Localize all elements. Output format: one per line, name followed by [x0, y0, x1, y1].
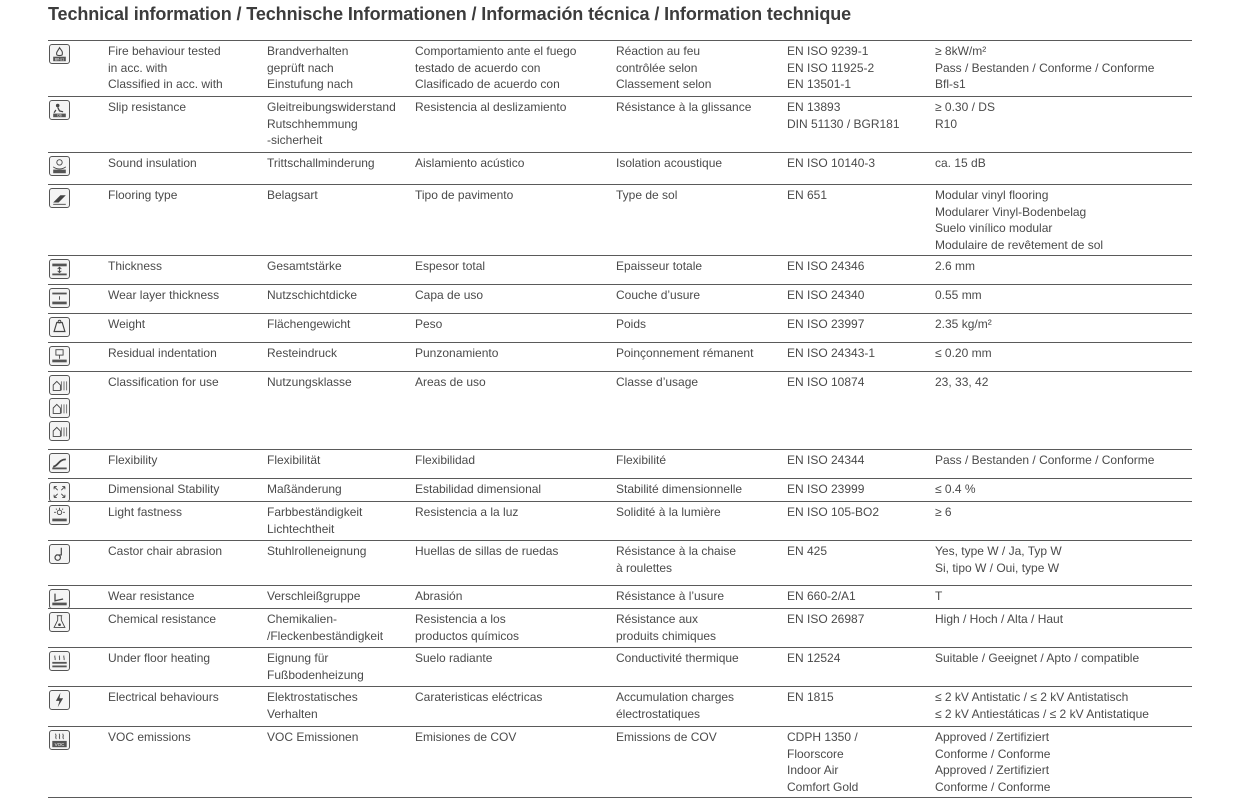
- cell-c1: [108, 345, 217, 362]
- cell-line: Brandverhalten: [267, 44, 349, 58]
- classification-icon: [49, 375, 70, 395]
- cell-c2: [267, 43, 353, 93]
- table-row: [48, 726, 1192, 798]
- cell-c2: [267, 543, 366, 560]
- cell-line: Approved / Zertifiziert: [935, 730, 1050, 744]
- cell-line: Thickness: [108, 259, 163, 273]
- cell-line: ≥ 6: [935, 505, 952, 519]
- cell-line: Weight: [108, 317, 146, 331]
- cell-c1: [108, 611, 216, 628]
- cell-line: Huellas de sillas de ruedas: [415, 544, 559, 558]
- chemical-icon: [49, 612, 70, 632]
- table-row: [48, 313, 1192, 342]
- cell-c1: [108, 452, 157, 469]
- cell-line: ≤ 2 kV Antiestáticas / ≤ 2 kV Antistatique: [935, 706, 1149, 721]
- cell-c3: [415, 650, 492, 667]
- cell-line: EN ISO 26987: [787, 612, 865, 626]
- cell-line: EN ISO 24343-1: [787, 346, 876, 360]
- cell-line: Capa de uso: [415, 288, 484, 302]
- cell-c1: [108, 187, 177, 204]
- cell-c6: [935, 155, 986, 172]
- cell-c6: [935, 316, 992, 333]
- svg-text:DS: DS: [57, 113, 62, 118]
- cell-line: EN 13893: [787, 100, 841, 114]
- cell-c1: [108, 543, 222, 560]
- cell-line: ≥ 0.30 / DS: [935, 100, 995, 114]
- cell-line: Accumulation charges: [616, 690, 735, 704]
- table-row: [48, 608, 1192, 647]
- table-row: [48, 585, 1192, 608]
- cell-line: EN ISO 11925-2: [787, 60, 875, 75]
- cell-c1: [108, 689, 219, 706]
- cell-line: Résistance à la chaise: [616, 544, 737, 558]
- cell-line: EN ISO 10874: [787, 375, 865, 389]
- cell-c2: [267, 588, 360, 605]
- cell-line: EN ISO 24346: [787, 259, 865, 273]
- fire-icon: [49, 44, 70, 64]
- cell-line: EN 660-2/A1: [787, 589, 856, 603]
- cell-line: Under floor heating: [108, 651, 211, 665]
- cell-line: Slip resistance: [108, 100, 187, 114]
- cell-line: Wear resistance: [108, 589, 195, 603]
- table-row: [48, 478, 1192, 501]
- cell-c3: [415, 481, 541, 498]
- cell-c5: [787, 504, 879, 521]
- svg-text:VOC: VOC: [54, 741, 65, 747]
- cell-line: Abrasión: [415, 589, 463, 603]
- cell-line: Flächengewicht: [267, 317, 351, 331]
- cell-c3: [415, 588, 462, 605]
- table-row: [48, 40, 1192, 96]
- table-row: [48, 540, 1192, 585]
- cell-c1: [108, 99, 186, 116]
- cell-line: Rutschhemmung: [267, 116, 358, 131]
- cell-c2: [267, 187, 318, 204]
- cell-c5: [787, 729, 858, 795]
- cell-line: Fußbodenheizung: [267, 667, 364, 682]
- cell-line: testado de acuerdo con: [415, 60, 541, 75]
- cell-line: Solidité à la lumière: [616, 505, 721, 519]
- table-row: [48, 152, 1192, 184]
- cell-line: électrostatiques: [616, 706, 701, 721]
- cell-line: Couche d’usure: [616, 288, 701, 302]
- cell-line: Isolation acoustique: [616, 156, 723, 170]
- cell-c2: [267, 345, 337, 362]
- cell-line: Wear layer thickness: [108, 288, 220, 302]
- cell-line: -sicherheit: [267, 133, 323, 148]
- table-row: [48, 284, 1192, 313]
- cell-c1: [108, 481, 219, 498]
- indentation-icon: [49, 346, 70, 366]
- cell-line: Chemikalien-: [267, 612, 338, 626]
- cell-c1: [108, 650, 210, 667]
- cell-c4: [616, 611, 716, 644]
- cell-line: Floorscore: [787, 746, 844, 761]
- castor-icon: [49, 544, 70, 564]
- cell-line: Flexibility: [108, 453, 158, 467]
- cell-line: Punzonamiento: [415, 346, 499, 360]
- cell-c6: [935, 258, 975, 275]
- cell-line: Flexibilité: [616, 453, 667, 467]
- cell-c2: [267, 258, 342, 275]
- cell-c1: [108, 316, 145, 333]
- cell-c2: [267, 99, 396, 149]
- cell-c4: [616, 316, 646, 333]
- cell-line: EN 651: [787, 188, 828, 202]
- cell-line: Poids: [616, 317, 647, 331]
- cell-c5: [787, 316, 864, 333]
- cell-line: 2.6 mm: [935, 259, 976, 273]
- cell-line: Stuhlrolleneignung: [267, 544, 367, 558]
- cell-c6: [935, 504, 952, 521]
- cell-c3: [415, 287, 483, 304]
- cell-c1: [108, 729, 191, 746]
- electrical-icon: [49, 690, 70, 710]
- cell-line: Residual indentation: [108, 346, 217, 360]
- cell-line: Suelo radiante: [415, 651, 493, 665]
- cell-c6: [935, 611, 1063, 628]
- cell-line: geprüft nach: [267, 60, 334, 75]
- cell-line: CDPH 1350 /: [787, 730, 858, 744]
- cell-line: EN ISO 23999: [787, 482, 865, 496]
- cell-c3: [415, 155, 524, 172]
- cell-c1: [108, 504, 182, 521]
- cell-line: Si, tipo W / Oui, type W: [935, 560, 1060, 575]
- cell-line: Areas de uso: [415, 375, 486, 389]
- cell-c4: [616, 650, 739, 667]
- cell-c4: [616, 99, 751, 116]
- weight-icon: [49, 317, 70, 337]
- cell-line: Stabilité dimensionnelle: [616, 482, 743, 496]
- cell-line: VOC emissions: [108, 730, 191, 744]
- cell-line: Elektrostatisches: [267, 690, 358, 704]
- cell-line: ≤ 0.20 mm: [935, 346, 992, 360]
- cell-c5: [787, 43, 874, 93]
- cell-c4: [616, 452, 666, 469]
- cell-line: Belagsart: [267, 188, 318, 202]
- page-title: Technical information / Technische Informationen / Información técnica / Information technique: [48, 4, 852, 24]
- cell-line: DIN 51130 / BGR181: [787, 116, 900, 131]
- flexibility-icon: [49, 453, 70, 473]
- cell-line: Resistencia a los: [415, 612, 506, 626]
- cell-line: ≤ 0.4 %: [935, 482, 976, 496]
- cell-c6: [935, 287, 982, 304]
- cell-line: contrôlée selon: [616, 60, 698, 75]
- cell-line: Carateristicas eléctricas: [415, 690, 543, 704]
- table-row: [48, 449, 1192, 478]
- cell-line: Modulaire de revêtement de sol: [935, 237, 1104, 252]
- cell-c6: [935, 345, 992, 362]
- cell-line: Classe d’usage: [616, 375, 699, 389]
- cell-line: Castor chair abrasion: [108, 544, 223, 558]
- cell-c6: [935, 689, 1149, 722]
- sound-icon: [49, 156, 70, 176]
- cell-line: Gesamtstärke: [267, 259, 342, 273]
- table-row: [48, 501, 1192, 540]
- cell-line: Comfort Gold: [787, 779, 859, 794]
- cell-c3: [415, 187, 513, 204]
- cell-line: Aislamiento acústico: [415, 156, 525, 170]
- cell-c6: [935, 543, 1062, 576]
- cell-line: Lichtechtheit: [267, 521, 335, 536]
- cell-c2: [267, 504, 362, 537]
- cell-line: EN ISO 105-BO2: [787, 505, 880, 519]
- cell-c3: [415, 258, 485, 275]
- cell-c4: [616, 43, 711, 93]
- thickness-icon: [49, 259, 70, 279]
- cell-line: Clasificado de acuerdo con: [415, 77, 560, 92]
- svg-text:Bfl-s1: Bfl-s1: [54, 57, 65, 62]
- cell-c4: [616, 374, 698, 391]
- cell-line: Suelo vinílico modular: [935, 221, 1053, 236]
- cell-line: T: [935, 589, 943, 603]
- cell-line: Résistance aux: [616, 612, 699, 626]
- cell-c5: [787, 99, 900, 132]
- cell-line: Resistencia al deslizamiento: [415, 100, 567, 114]
- classification-icon: [49, 421, 70, 441]
- wear-layer-icon: [49, 288, 70, 308]
- cell-c2: [267, 689, 358, 722]
- cell-c1: [108, 374, 219, 391]
- cell-line: Comportamiento ante el fuego: [415, 44, 577, 58]
- table-row: [48, 342, 1192, 371]
- cell-line: Indoor Air: [787, 763, 839, 778]
- table-row: [48, 686, 1192, 726]
- cell-line: Tipo de pavimento: [415, 188, 514, 202]
- cell-line: EN ISO 24344: [787, 453, 865, 467]
- table-row: [48, 255, 1192, 284]
- cell-c5: [787, 689, 834, 706]
- cell-c4: [616, 258, 702, 275]
- table-row: [48, 371, 1192, 449]
- cell-c4: [616, 155, 722, 172]
- cell-line: Poinçonnement rémanent: [616, 346, 754, 360]
- cell-line: Suitable / Geeignet / Apto / compatible: [935, 651, 1140, 665]
- cell-line: Flexibilidad: [415, 453, 476, 467]
- cell-line: Classification for use: [108, 375, 219, 389]
- cell-line: Espesor total: [415, 259, 486, 273]
- dimensional-icon: [49, 482, 70, 502]
- cell-line: Approved / Zertifiziert: [935, 763, 1050, 778]
- cell-line: Pass / Bestanden / Conforme / Conforme: [935, 453, 1155, 467]
- cell-c1: [108, 258, 162, 275]
- cell-line: Chemical resistance: [108, 612, 217, 626]
- cell-c5: [787, 345, 875, 362]
- cell-c4: [616, 588, 724, 605]
- cell-line: Flooring type: [108, 188, 178, 202]
- cell-line: Bfl-s1: [935, 77, 966, 92]
- cell-c5: [787, 187, 827, 204]
- cell-line: Sound insulation: [108, 156, 197, 170]
- cell-c6: [935, 588, 942, 605]
- cell-line: Modularer Vinyl-Bodenbelag: [935, 204, 1087, 219]
- cell-line: Flexibilität: [267, 453, 321, 467]
- cell-c1: [108, 43, 223, 93]
- cell-c3: [415, 689, 542, 706]
- cell-c2: [267, 374, 352, 391]
- cell-line: Gleitreibungswiderstand: [267, 100, 396, 114]
- cell-c6: [935, 374, 988, 391]
- cell-c6: [935, 650, 1139, 667]
- cell-c3: [415, 316, 442, 333]
- cell-line: Trittschallminderung: [267, 156, 375, 170]
- cell-line: Verschleißgruppe: [267, 589, 361, 603]
- cell-line: Yes, type W / Ja, Typ W: [935, 544, 1062, 558]
- cell-line: EN ISO 10140-3: [787, 156, 876, 170]
- cell-line: Fire behaviour tested: [108, 44, 221, 58]
- cell-line: produits chimiques: [616, 628, 717, 643]
- cell-c2: [267, 729, 358, 746]
- cell-c2: [267, 287, 357, 304]
- cell-c3: [415, 504, 518, 521]
- cell-line: Dimensional Stability: [108, 482, 220, 496]
- cell-line: ≥ 8kW/m²: [935, 44, 987, 58]
- cell-line: Verhalten: [267, 706, 318, 721]
- cell-line: Epaisseur totale: [616, 259, 703, 273]
- cell-c6: [935, 729, 1050, 795]
- classification-icon: [49, 398, 70, 418]
- cell-c4: [616, 504, 721, 521]
- cell-c3: [415, 345, 498, 362]
- cell-line: Modular vinyl flooring: [935, 188, 1049, 202]
- cell-c4: [616, 689, 734, 722]
- cell-line: Réaction au feu: [616, 44, 701, 58]
- voc-icon: [49, 730, 70, 750]
- cell-c3: [415, 374, 486, 391]
- table-row: [48, 647, 1192, 686]
- cell-c5: [787, 374, 864, 391]
- cell-line: Einstufung nach: [267, 77, 354, 92]
- cell-c2: [267, 650, 364, 683]
- cell-line: 2.35 kg/m²: [935, 317, 992, 331]
- cell-line: Light fastness: [108, 505, 183, 519]
- slip-icon: [49, 100, 70, 120]
- wear-resistance-icon: [49, 589, 70, 609]
- cell-c1: [108, 588, 194, 605]
- cell-c4: [616, 729, 717, 746]
- cell-c3: [415, 729, 516, 746]
- cell-c6: [935, 187, 1103, 253]
- cell-line: Résistance à la glissance: [616, 100, 752, 114]
- cell-line: Eignung für: [267, 651, 329, 665]
- cell-line: in acc. with: [108, 60, 168, 75]
- technical-table: [48, 40, 1192, 798]
- cell-c6: [935, 481, 976, 498]
- cell-line: Resteindruck: [267, 346, 338, 360]
- cell-line: EN 12524: [787, 651, 841, 665]
- cell-line: EN 425: [787, 544, 828, 558]
- cell-c6: [935, 43, 1154, 93]
- cell-c3: [415, 543, 558, 560]
- flooring-icon: [49, 188, 70, 208]
- cell-c4: [616, 187, 677, 204]
- cell-c3: [415, 611, 519, 644]
- cell-line: Maßänderung: [267, 482, 342, 496]
- cell-line: EN ISO 9239-1: [787, 44, 869, 58]
- cell-line: Electrical behaviours: [108, 690, 219, 704]
- cell-c3: [415, 452, 475, 469]
- light-icon: [49, 505, 70, 525]
- cell-line: Estabilidad dimensional: [415, 482, 542, 496]
- table-row: [48, 184, 1192, 255]
- heating-icon: [49, 651, 70, 671]
- cell-line: EN ISO 23997: [787, 317, 865, 331]
- cell-c5: [787, 155, 875, 172]
- cell-c2: [267, 316, 350, 333]
- cell-line: Conductivité thermique: [616, 651, 739, 665]
- cell-c3: [415, 99, 566, 116]
- cell-line: Peso: [415, 317, 443, 331]
- cell-c1: [108, 287, 219, 304]
- cell-line: Emissions de COV: [616, 730, 717, 744]
- cell-c6: [935, 452, 1154, 469]
- cell-c5: [787, 481, 864, 498]
- cell-c4: [616, 287, 700, 304]
- cell-line: EN ISO 24340: [787, 288, 865, 302]
- cell-line: Nutzungsklasse: [267, 375, 352, 389]
- cell-c5: [787, 650, 840, 667]
- cell-line: Résistance à l’usure: [616, 589, 725, 603]
- cell-line: Resistencia a la luz: [415, 505, 519, 519]
- cell-line: Nutzschichtdicke: [267, 288, 358, 302]
- cell-c2: [267, 155, 375, 172]
- cell-line: à roulettes: [616, 560, 673, 575]
- cell-line: Pass / Bestanden / Conforme / Conforme: [935, 60, 1155, 75]
- cell-line: High / Hoch / Alta / Haut: [935, 612, 1064, 626]
- cell-line: EN 13501-1: [787, 77, 852, 92]
- cell-c4: [616, 481, 742, 498]
- cell-line: Classified in acc. with: [108, 77, 223, 92]
- cell-c5: [787, 543, 827, 560]
- cell-line: VOC Emissionen: [267, 730, 359, 744]
- cell-c4: [616, 543, 736, 576]
- cell-line: Conforme / Conforme: [935, 746, 1051, 761]
- cell-c5: [787, 452, 864, 469]
- cell-line: ≤ 2 kV Antistatic / ≤ 2 kV Antistatisch: [935, 690, 1129, 704]
- cell-line: Classement selon: [616, 77, 712, 92]
- cell-line: ca. 15 dB: [935, 156, 986, 170]
- cell-line: productos químicos: [415, 628, 520, 643]
- cell-line: Farbbeständigkeit: [267, 505, 363, 519]
- cell-c2: [267, 611, 383, 644]
- cell-c5: [787, 287, 864, 304]
- cell-line: R10: [935, 116, 958, 131]
- cell-line: EN 1815: [787, 690, 834, 704]
- cell-line: Type de sol: [616, 188, 678, 202]
- cell-c5: [787, 611, 864, 628]
- cell-c2: [267, 452, 320, 469]
- cell-c1: [108, 155, 197, 172]
- cell-c3: [415, 43, 576, 93]
- cell-c4: [616, 345, 753, 362]
- cell-c5: [787, 258, 864, 275]
- table-row: [48, 96, 1192, 152]
- cell-c6: [935, 99, 995, 132]
- cell-line: Conforme / Conforme: [935, 779, 1051, 794]
- cell-line: 0.55 mm: [935, 288, 982, 302]
- cell-c2: [267, 481, 342, 498]
- cell-line: Emisiones de COV: [415, 730, 517, 744]
- cell-line: /Fleckenbeständigkeit: [267, 628, 384, 643]
- cell-c5: [787, 588, 856, 605]
- cell-line: 23, 33, 42: [935, 375, 989, 389]
